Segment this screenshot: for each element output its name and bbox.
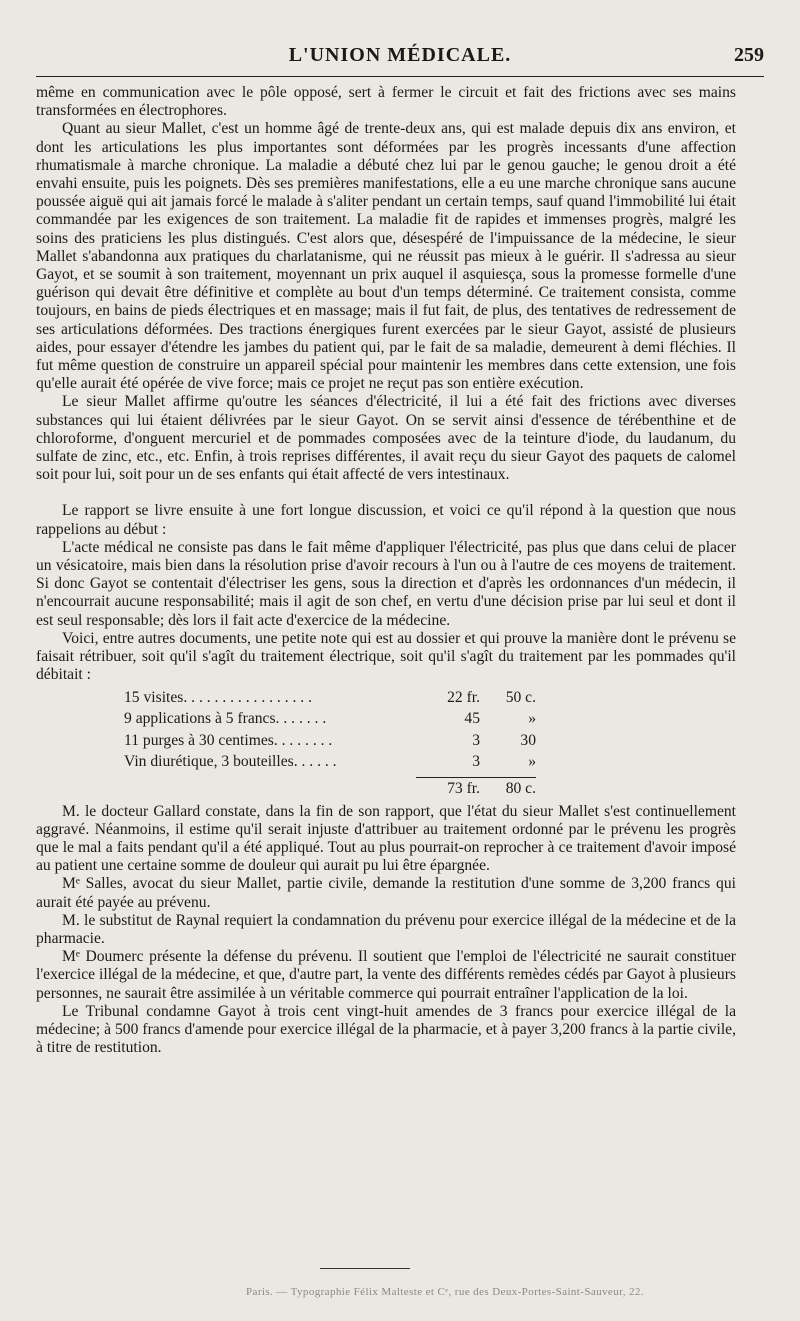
fee-row	[36, 710, 736, 732]
paragraph: même en communication avec le pôle opposé, sert à fermer le circuit et fait des frictions avec ses mains transformées en électrophores.	[36, 84, 736, 120]
printer-imprint: Paris. — Typographie Félix Malteste et Cᵉ, rue des Deux-Portes-Saint-Sauveur, 22.	[246, 1286, 644, 1298]
fee-label: 9 applications à 5 francs. . . . . . .	[124, 710, 327, 727]
fee-row	[36, 732, 736, 754]
running-header	[36, 44, 764, 72]
footer-rule	[320, 1268, 410, 1269]
paragraph: M. le docteur Gallard constate, dans la fin de son rapport, que l'état du sieur Mallet s'est continuellement aggravé. Néanmoins, il estime qu'il serait injuste d'attribuer au traitement ordonné par le prévenu les progrès que le mal a faits pendant qu'il a été appliqué. Tout au plus pourrait-on reprocher à ce traitement d'avoir imposé au patient une certaine somme de douleur qui aurait pu lui être épargnée.	[36, 802, 736, 875]
fee-cents: »	[528, 710, 536, 727]
paragraph: Le rapport se livre ensuite à une fort longue discussion, et voici ce qu'il répond à la question que nous rappelions au début :	[36, 502, 736, 538]
paragraph: Quant au sieur Mallet, c'est un homme âgé de trente-deux ans, qui est malade depuis dix ans environ, et dont les articulations les plus importantes sont déformées par les progrès incessants d'une affection rhumatismale à marche chronique. La maladie a débuté chez lui par le genou gauche; le genou droit a été envahi ensuite, puis les poignets. Dès ses premières manifestations, elle a eu une marche chronique sans aucune poussée aiguë qui ait jamais forcé le malade à s'aliter pendant un certain temps, sauf quand l'immobilité lui était commandée par les exigences de son traitement. La maladie fit de rapides et immenses progrès, malgré les soins des praticiens les plus distingués. C'est alors que, désespéré de l'impuissance de la médecine, le sieur Mallet s'abandonna aux pratiques du charlatanisme, qui ne réussit pas mieux à le guérir. Il s'adressa au sieur Gayot, et se soumit à son traitement, moyennant un prix auquel il asquiesça, sous la promesse formelle d'une guérison qui devait être définitive et complète au bout d'un temps déterminé. Ce traitement consista, comme toujours, en bains de pieds électriques et en massage; mais il fut fait, de plus, des tentatives de redressement de ses articulations déformées. Des tractions énergiques furent exercées par le sieur Gayot, assisté de plusieurs aides, pour essayer d'étendre les jambes du patient qui, par le fait de sa maladie, demeurent à demi fléchies. Il fut même question de construire un appareil spécial pour maintenir les membres dans cette extension, une fois qu'elle aurait été opérée de vive force; mais ce projet ne reçut pas son entière exécution.	[36, 120, 736, 393]
fee-row	[36, 689, 736, 711]
journal-title: L'UNION MÉDICALE.	[288, 44, 512, 66]
fee-amount: 22 fr.	[447, 688, 480, 706]
fee-total-amount: 73 fr.	[447, 779, 480, 797]
fee-amount: 3	[472, 753, 480, 770]
paragraph: Le sieur Mallet affirme qu'outre les séances d'électricité, il lui a été fait des frictions avec diverses substances qui lui étaient délivrées par le sieur Gayot. On se servit ainsi d'essence de térébenthine et de chloroforme, d'onguent mercuriel et de pommades composées avec de la teinture d'iode, du laudanum, du sulfate de zinc, etc., etc. Enfin, à trois reprises différentes, il avait reçu du sieur Gayot des paquets de calomel soit pour lui, soit pour un de ses enfants qui était affecté de vers intestinaux.	[36, 393, 736, 484]
paragraph-group-1	[36, 84, 736, 484]
fee-total-box	[416, 777, 536, 798]
paragraph: Voici, entre autres documents, une petite note qui est au dossier et qui prouve la manière dont le prévenu se faisait rétribuer, soit qu'il s'agît du traitement électrique, soit qu'il s'agît du traitement par les pommades qu'il débitait :	[36, 629, 736, 684]
fee-row	[36, 753, 736, 775]
section-gap	[36, 484, 736, 502]
fee-cents: 30	[520, 731, 536, 749]
fee-label: 11 purges à 30 centimes. . . . . . . .	[124, 731, 333, 749]
paragraph: Mᵉ Salles, avocat du sieur Mallet, partie civile, demande la restitution d'une somme de 3,200 francs qui aurait été payée au prévenu.	[36, 875, 736, 911]
header-rule	[36, 76, 764, 77]
paragraph-group-3	[36, 803, 736, 1058]
paragraph: L'acte médical ne consiste pas dans le fait même d'appliquer l'électricité, pas plus que dans celui de placer un vésicatoire, mais bien dans la résolution prise d'avoir recours à l'un ou à l'autre de ces moyens de traitement. Si donc Gayot se contentait d'électriser les gens, sous la direction et d'après les ordonnances d'un médecin, il n'encourrait aucune responsabilité; mais il agit de son chef, en vertu d'une décision prise par lui seul et dont il est seul responsable; dès lors il fait acte d'exercice de la médecine.	[36, 538, 736, 629]
fee-total-cents: 80 c.	[505, 779, 536, 797]
fee-label: 15 visites. . . . . . . . . . . . . . . . .	[124, 688, 312, 706]
article-body	[36, 84, 736, 1057]
fee-label: Vin diurétique, 3 bouteilles. . . . . .	[124, 753, 337, 770]
fee-total-row	[36, 777, 736, 799]
fee-cents: 50 c.	[505, 688, 536, 706]
paragraph-group-2	[36, 502, 736, 684]
paragraph: Mᵉ Doumerc présente la défense du prévenu. Il soutient que l'emploi de l'électricité ne saurait constituer l'exercice illégal de la médecine, et que, d'autre part, la vente des différents remèdes cédés par Gayot à plusieurs personnes, ne saurait être assimilée à un véritable commerce qui pourrait entraîner l'application de la loi.	[36, 948, 736, 1002]
fee-note	[36, 689, 736, 799]
fee-amount: 45	[464, 710, 480, 727]
paragraph: Le Tribunal condamne Gayot à trois cent vingt-huit amendes de 3 francs pour exercice illégal de la médecine; à 500 francs d'amende pour exercice illégal de la pharmacie, et à payer 3,200 francs à la partie civile, à titre de restitution.	[36, 1002, 736, 1057]
fee-amount: 3	[472, 731, 480, 749]
fee-cents: »	[528, 753, 536, 770]
page-number: 259	[734, 44, 764, 66]
paragraph: M. le substitut de Raynal requiert la condamnation du prévenu pour exercice illégal de la médecine et de la pharmacie.	[36, 911, 736, 947]
